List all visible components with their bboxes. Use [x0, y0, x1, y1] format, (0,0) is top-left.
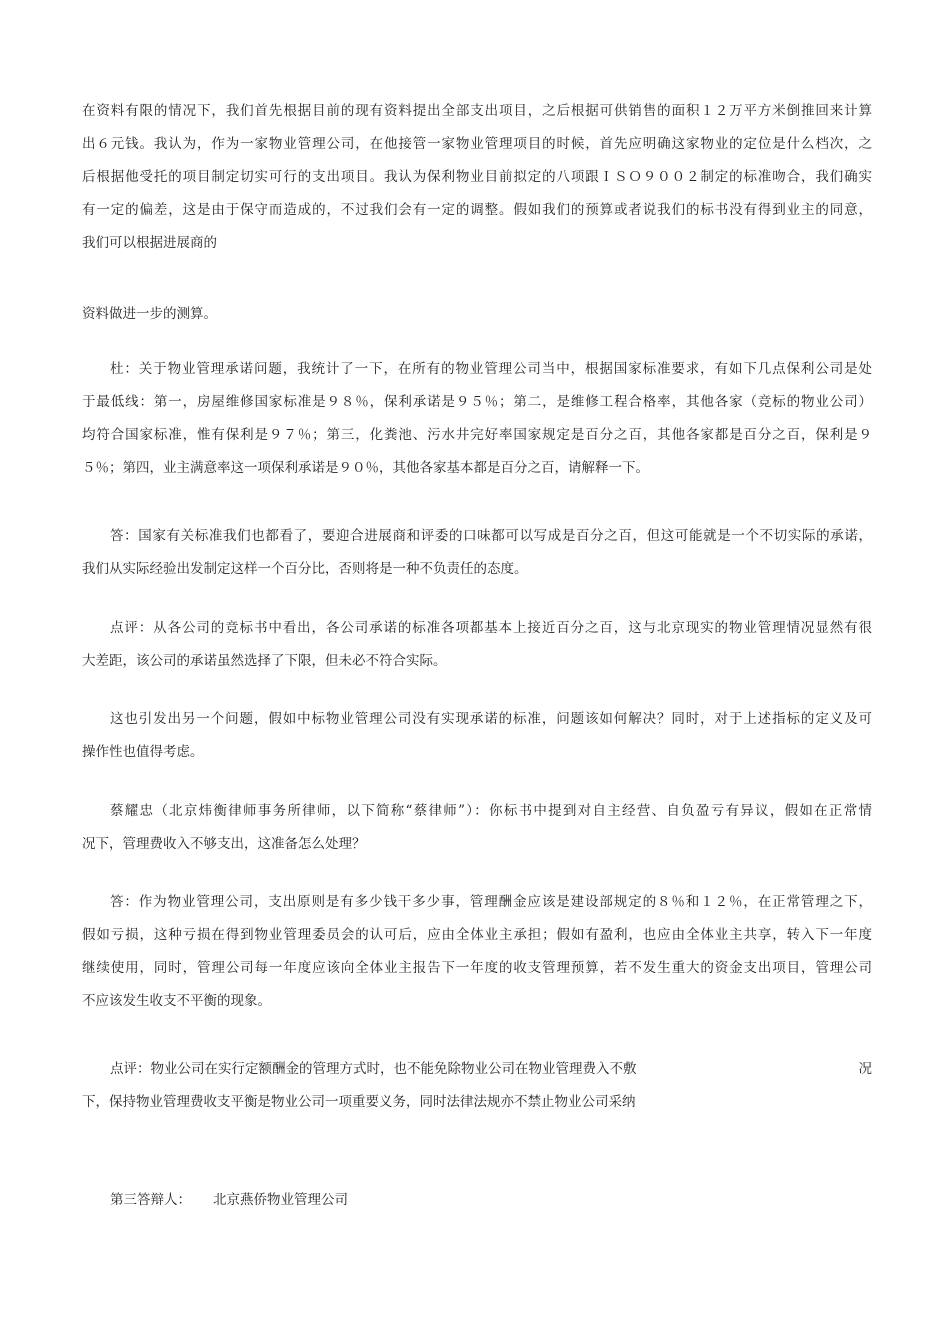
text-line: 大差距，该公司的承诺虽然选择了下限，但未必不符合实际。 — [82, 653, 447, 669]
paragraph-1 — [82, 95, 872, 260]
text-line: 答：作为物业管理公司，支出原则是有多少钱干多少事，管理酬金应该是建设部规定的８％和１２％，在正常管理之下， — [110, 894, 872, 910]
text-line: 我们可以根据进展商的 — [82, 235, 217, 251]
truncated-text: 点评：物业公司在实行定额酬金的管理方式时，也不能免除物业公司在物业管理费入不敷 — [110, 1061, 637, 1077]
text-line: 均符合国家标准，惟有保利是９７％；第三，化粪池、污水井完好率国家规定是百分之百，其他各家都是百分之百，保利是９ — [82, 427, 872, 443]
text-line: 于最低线：第一，房屋维修国家标准是９８％，保利承诺是９５％；第二，是维修工程合格率，其他各家（竞标的物业公司） — [82, 394, 872, 410]
text-line: 点评：从各公司的竞标书中看出，各公司承诺的标准各项都基本上接近百分之百，这与北京现实的物业管理情况显然有很 — [110, 620, 872, 636]
text-line: 继续使用，同时，管理公司每一年度应该向全体业主报告下一年度的收支管理预算，若不发生重大的资金支出项目，管理公司 — [82, 960, 872, 976]
paragraph-6 — [82, 703, 872, 769]
paragraph-4 — [82, 520, 872, 586]
text-line: 在资料有限的情况下，我们首先根据目前的现有资料提出全部支出项目，之后根据可供销售的面积１２万平方米倒推回来计算 — [82, 103, 872, 119]
text-line: 这也引发出另一个问题，假如中标物业管理公司没有实现承诺的标准，问题该如何解决？同时，对于上述指标的定义及可 — [110, 711, 872, 727]
truncated-tail: 况 — [858, 1061, 872, 1077]
text-line: 出６元钱。我认为，作为一家物业管理公司，在他接管一家物业管理项目的时候，首先应明确这家物业的定位是什么档次，之 — [82, 136, 872, 152]
text-line: 假如亏损，这种亏损在得到物业管理委员会的认可后，应由全体业主承担；假如有盈利，也应由全体业主共享，转入下一年度 — [82, 927, 872, 943]
text-line: 资料做进一步的测算。 — [82, 306, 217, 322]
respondent-line — [110, 1184, 348, 1217]
paragraph-8 — [82, 886, 872, 1018]
text-line: 后根据他受托的项目制定切实可行的支出项目。我认为保利物业目前拟定的八项跟ＩＳＯ９００２制定的标准吻合，我们确实 — [82, 169, 872, 185]
paragraph-9 — [82, 1053, 872, 1119]
paragraph-3 — [82, 353, 872, 485]
text-line: 我们从实际经验出发制定这样一个百分比，否则将是一种不负责任的态度。 — [82, 561, 528, 577]
text-line: ５％；第四，业主满意率这一项保利承诺是９０％，其他各家基本都是百分之百，请解释一下。 — [82, 460, 649, 476]
respondent-label: 第三答辩人： — [110, 1192, 191, 1208]
text-line: 答：国家有关标准我们也都看了，要迎合进展商和评委的口味都可以写成是百分之百，但这可能就是一个不切实际的承诺， — [110, 528, 872, 544]
text-line: 有一定的偏差，这是由于保守而造成的，不过我们会有一定的调整。假如我们的预算或者说我们的标书没有得到业主的同意， — [82, 202, 872, 218]
paragraph-7 — [82, 795, 872, 861]
paragraph-5 — [82, 612, 872, 678]
text-line: 杜：关于物业管理承诺问题，我统计了一下，在所有的物业管理公司当中，根据国家标准要求，有如下几点保利公司是处 — [110, 361, 872, 377]
text-line: 蔡耀忠（北京炜衡律师事务所律师，以下简称“蔡律师”）：你标书中提到对自主经营、自负盈亏有异议，假如在正常情 — [110, 803, 872, 819]
text-line: 下，保持物业管理费收支平衡是物业公司一项重要义务，同时法律法规亦不禁止物业公司采纳 — [82, 1094, 636, 1110]
text-line: 操作性也值得考虑。 — [82, 744, 204, 760]
text-line: 况下，管理费收入不够支出，这准备怎么处理？ — [82, 836, 366, 852]
respondent-company: 北京燕侨物业管理公司 — [213, 1192, 348, 1208]
text-line: 不应该发生收支不平衡的现象。 — [82, 993, 271, 1009]
text-line-truncated — [82, 1053, 872, 1086]
paragraph-2 — [82, 298, 872, 331]
